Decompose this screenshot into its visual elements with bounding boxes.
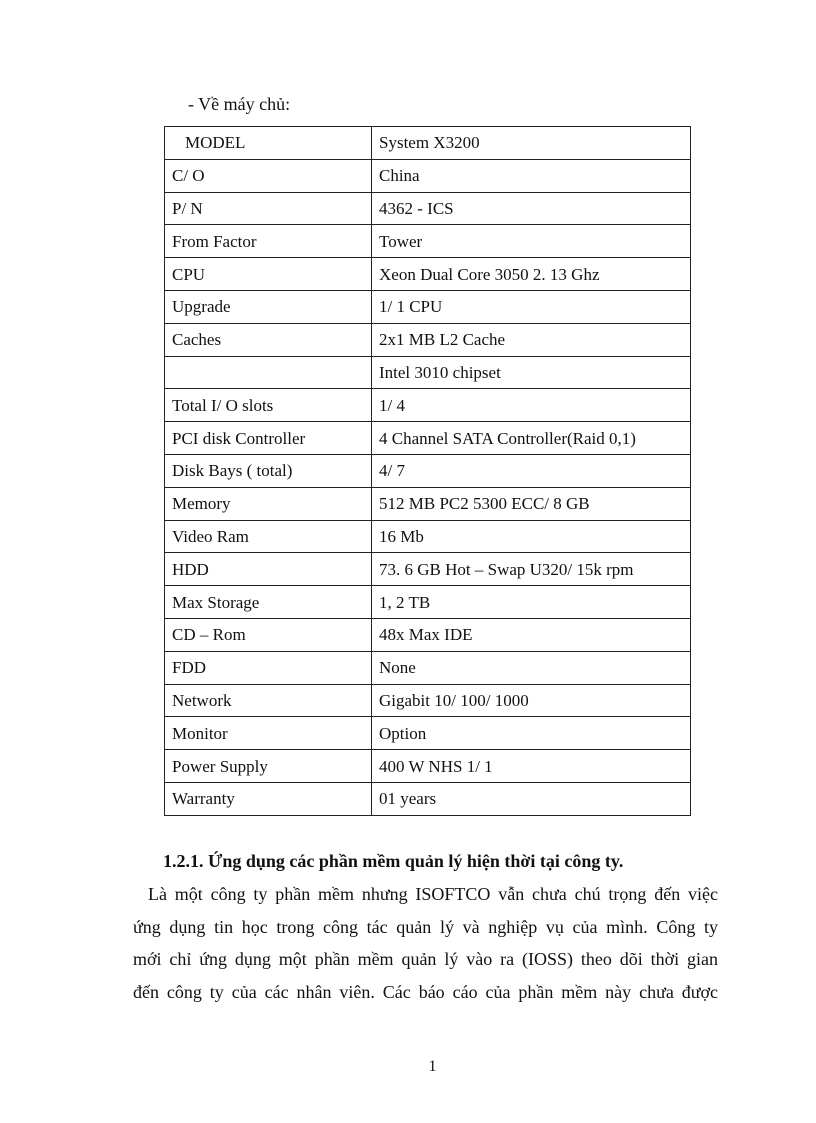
spec-label: PCI disk Controller	[165, 422, 372, 455]
section-heading: 1.2.1. Ứng dụng các phần mềm quản lý hiện thời tại công ty.	[163, 851, 624, 871]
table-row	[165, 323, 691, 356]
spec-value: Intel 3010 chipset	[372, 356, 691, 389]
spec-label: Max Storage	[165, 586, 372, 619]
spec-label: P/ N	[165, 192, 372, 225]
table-row	[165, 782, 691, 815]
spec-value: Tower	[372, 225, 691, 258]
spec-value: Xeon Dual Core 3050 2. 13 Ghz	[372, 258, 691, 291]
spec-label: Disk Bays ( total)	[165, 454, 372, 487]
spec-label: Memory	[165, 487, 372, 520]
spec-label: CD – Rom	[165, 618, 372, 651]
spec-value: 1, 2 TB	[372, 586, 691, 619]
table-row	[165, 750, 691, 783]
spec-value: 01 years	[372, 782, 691, 815]
paragraph-line: đến công ty của các nhân viên. Các báo cáo của phần mềm này chưa được	[133, 982, 718, 1003]
table-row	[165, 717, 691, 750]
spec-value: None	[372, 651, 691, 684]
spec-label: HDD	[165, 553, 372, 586]
spec-value: 1/ 4	[372, 389, 691, 422]
spec-value: China	[372, 159, 691, 192]
table-row	[165, 290, 691, 323]
spec-value: 512 MB PC2 5300 ECC/ 8 GB	[372, 487, 691, 520]
table-row	[165, 487, 691, 520]
intro-text: - Về máy chủ:	[188, 94, 291, 114]
table-row	[165, 586, 691, 619]
table-row	[165, 258, 691, 291]
spec-value: 1/ 1 CPU	[372, 290, 691, 323]
spec-value: Gigabit 10/ 100/ 1000	[372, 684, 691, 717]
spec-value: 400 W NHS 1/ 1	[372, 750, 691, 783]
spec-value: 2x1 MB L2 Cache	[372, 323, 691, 356]
spec-value: 4362 - ICS	[372, 192, 691, 225]
table-row	[165, 520, 691, 553]
table-row	[165, 684, 691, 717]
spec-value: 73. 6 GB Hot – Swap U320/ 15k rpm	[372, 553, 691, 586]
spec-value: System X3200	[372, 127, 691, 160]
spec-label: Total I/ O slots	[165, 389, 372, 422]
table-row	[165, 651, 691, 684]
spec-label: Monitor	[165, 717, 372, 750]
paragraph-line: ứng dụng tin học trong công tác quản lý và nghiệp vụ của mình. Công ty	[133, 916, 718, 937]
paragraph-line: mới chỉ ứng dụng một phần mềm quản lý vào ra (IOSS) theo dõi thời gian	[133, 949, 718, 970]
table-row	[165, 192, 691, 225]
spec-label: CPU	[165, 258, 372, 291]
body-paragraph	[133, 878, 718, 1009]
table-row	[165, 454, 691, 487]
spec-label: From Factor	[165, 225, 372, 258]
spec-value: 4 Channel SATA Controller(Raid 0,1)	[372, 422, 691, 455]
spec-label	[165, 356, 372, 389]
table-row	[165, 159, 691, 192]
table-row	[165, 225, 691, 258]
spec-label: Upgrade	[165, 290, 372, 323]
table-row	[165, 422, 691, 455]
spec-value: 16 Mb	[372, 520, 691, 553]
spec-label: Power Supply	[165, 750, 372, 783]
spec-label: Warranty	[165, 782, 372, 815]
spec-label: Video Ram	[165, 520, 372, 553]
spec-label: FDD	[165, 651, 372, 684]
table-row	[165, 618, 691, 651]
page-number: 1	[428, 1058, 437, 1075]
spec-value: 48x Max IDE	[372, 618, 691, 651]
table-row	[165, 553, 691, 586]
spec-value: Option	[372, 717, 691, 750]
spec-value: 4/ 7	[372, 454, 691, 487]
paragraph-line: Là một công ty phần mềm nhưng ISOFTCO vẫn chưa chú trọng đến việc	[148, 884, 718, 904]
spec-label: C/ O	[165, 159, 372, 192]
spec-label: Caches	[165, 323, 372, 356]
table-row	[165, 127, 691, 160]
spec-label: Network	[165, 684, 372, 717]
table-row	[165, 389, 691, 422]
table-row	[165, 356, 691, 389]
spec-label: MODEL	[165, 127, 372, 160]
server-specs-table	[164, 126, 691, 816]
